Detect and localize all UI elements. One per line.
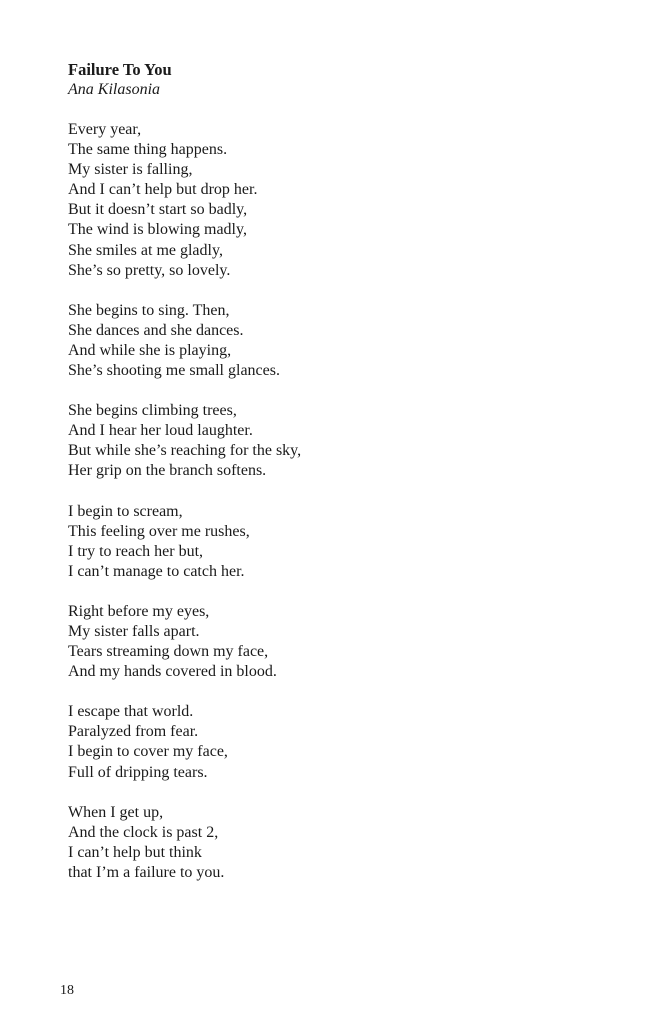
poem-line: She’s shooting me small glances. (68, 362, 280, 380)
page-number: 18 (60, 983, 74, 998)
poem-line: I can’t manage to catch her. (68, 562, 245, 580)
poem-line: Right before my eyes, (68, 602, 210, 620)
stanza-1 (68, 120, 628, 281)
stanza-2 (68, 301, 628, 381)
poem-author: Ana Kilasonia (68, 81, 161, 98)
poem-line: And I hear her loud laughter. (68, 422, 253, 440)
poem-line: And while she is playing, (68, 341, 232, 359)
poem-line: And the clock is past 2, (68, 823, 219, 841)
poem-line: Full of dripping tears. (68, 763, 208, 781)
poem-line: Paralyzed from fear. (68, 723, 199, 741)
poem (68, 60, 628, 903)
poem-line: My sister falls apart. (68, 622, 200, 640)
poem-line: And my hands covered in blood. (68, 663, 277, 681)
stanza-5 (68, 602, 628, 682)
poem-line: I escape that world. (68, 703, 194, 721)
poem-line: Every year, (68, 121, 142, 138)
stanza-3 (68, 401, 628, 481)
poem-line: She dances and she dances. (68, 321, 244, 339)
poem-line: But it doesn’t start so badly, (68, 201, 248, 219)
poem-line: And I can’t help but drop her. (68, 181, 258, 199)
poem-line: She’s so pretty, so lovely. (68, 261, 231, 279)
poem-line: My sister is falling, (68, 161, 193, 179)
poem-line: I try to reach her but, (68, 542, 204, 560)
poem-line: The wind is blowing madly, (68, 221, 247, 239)
poem-line: But while she’s reaching for the sky, (68, 442, 302, 460)
stanza-6 (68, 702, 628, 782)
stanza-7 (68, 803, 628, 883)
poem-line: Her grip on the branch softens. (68, 462, 267, 480)
stanza-4 (68, 502, 628, 582)
poem-line: that I’m a failure to you. (68, 863, 225, 881)
poem-line: I begin to cover my face, (68, 743, 228, 761)
poem-title: Failure To You (68, 60, 172, 79)
poem-line: When I get up, (68, 803, 164, 821)
poem-line: I begin to scream, (68, 502, 183, 520)
poem-line: The same thing happens. (68, 141, 228, 159)
poem-line: I can’t help but think (68, 843, 202, 861)
poem-line: She begins climbing trees, (68, 402, 237, 420)
poem-line: This feeling over me rushes, (68, 522, 250, 540)
poem-line: She smiles at me gladly, (68, 241, 223, 259)
poem-line: She begins to sing. Then, (68, 301, 230, 319)
poem-line: Tears streaming down my face, (68, 643, 269, 661)
